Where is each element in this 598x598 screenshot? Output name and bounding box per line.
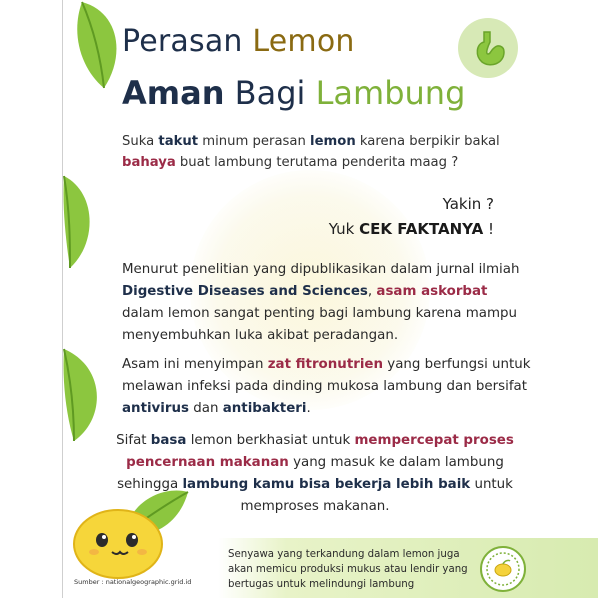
- para-segment: yang berfungsi untuk melawan infeksi pada dinding mukosa lambung dan bersifat: [122, 357, 531, 394]
- para-segment: Menurut penelitian yang dipublikasikan dalam jurnal ilmiah: [122, 262, 520, 277]
- para-segment: untuk memproses makanan.: [240, 477, 513, 514]
- brand-seal-icon: [482, 548, 524, 590]
- para-highlight: lambung kamu bisa bekerja lebih baik: [182, 477, 471, 492]
- para-highlight: antivirus: [122, 401, 189, 416]
- para-segment: dan: [189, 401, 223, 416]
- para-highlight: basa: [150, 433, 187, 448]
- title-word: Bagi: [224, 74, 316, 112]
- question-highlight: CEK FAKTANYA: [359, 220, 484, 238]
- intro-segment: Suka: [122, 134, 159, 149]
- para-segment: dalam lemon sangat penting bagi lambung karena mampu menyembuhkan luka akibat peradangan.: [122, 306, 517, 343]
- para-highlight: antibakteri: [222, 401, 307, 416]
- para-highlight: zat fitronutrien: [267, 357, 384, 372]
- para-segment: ,: [367, 284, 377, 299]
- paragraph-1: [122, 259, 532, 347]
- intro-highlight: lemon: [310, 134, 356, 149]
- leaf-icon: [74, 0, 124, 95]
- title-line-1: [122, 24, 355, 59]
- title-word: Perasan: [122, 24, 253, 59]
- left-margin-line: [62, 0, 63, 598]
- lemon-mascot-icon: [68, 496, 178, 582]
- title-word-lemon: Lemon: [252, 24, 355, 59]
- para-segment: yang masuk ke dalam lambung sehingga: [117, 455, 504, 492]
- paragraph-2: [122, 354, 532, 420]
- title-line-2: [122, 74, 465, 112]
- leaf-icon: [62, 172, 96, 272]
- leaf-icon: [62, 345, 106, 445]
- para-segment: Asam ini menyimpan: [122, 357, 268, 372]
- para-highlight: Digestive Diseases and Sciences: [122, 284, 368, 299]
- title-word-aman: Aman: [122, 74, 225, 112]
- intro-segment: minum perasan: [198, 134, 311, 149]
- intro-highlight: takut: [158, 134, 199, 149]
- stomach-icon: [458, 18, 518, 78]
- para-segment: .: [306, 401, 311, 416]
- intro-segment: karena berpikir bakal: [355, 134, 500, 149]
- para-segment: lemon berkhasiat untuk: [186, 433, 355, 448]
- intro-segment: buat lambung terutama penderita maag ?: [175, 155, 459, 170]
- intro-text: [122, 131, 542, 173]
- source-credit: Sumber : nationalgeographic.grid.id: [74, 578, 192, 586]
- question-segment: !: [483, 220, 494, 238]
- para-segment: Sifat: [116, 433, 151, 448]
- question-segment: Yuk: [328, 220, 360, 238]
- brand-seal: [480, 546, 526, 592]
- question-line-1: Yakin ?: [442, 195, 494, 213]
- stomach-badge: [458, 18, 518, 78]
- title-word-lambung: Lambung: [315, 74, 466, 112]
- footer-note: Senyawa yang terkandung dalam lemon juga akan memicu produksi mukus atau lendir yang bertugas untuk melindungi lambung: [228, 549, 468, 590]
- question-line-2: [329, 217, 494, 242]
- intro-highlight: bahaya: [122, 155, 176, 170]
- para-highlight: mempercepat proses pencernaan makanan: [126, 433, 514, 470]
- question-block: [329, 192, 494, 242]
- para-highlight: asam askorbat: [376, 284, 488, 299]
